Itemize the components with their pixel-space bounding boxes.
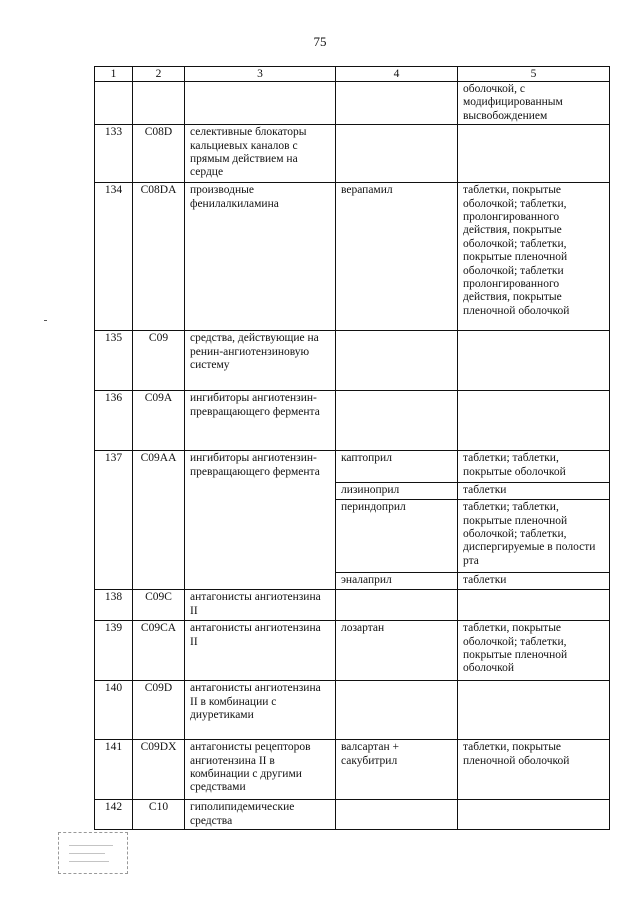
group-cell: антагонисты ангиотензина II [185, 590, 336, 621]
row-number-cell: 134 [95, 183, 133, 331]
row-number-cell: 141 [95, 740, 133, 800]
dosage-form-cell: оболочкой, с модифицированным высвобождением [458, 82, 610, 125]
dosage-form-cell [458, 391, 610, 451]
dosage-form-cell: таблетки [458, 573, 610, 590]
group-cell [185, 82, 336, 125]
row-number-cell: 135 [95, 331, 133, 391]
page-number: 75 [313, 34, 327, 49]
group-cell: селективные блокаторы кальциевых каналов с прямым действием на сердце [185, 125, 336, 183]
row-number-cell: 138 [95, 590, 133, 621]
dosage-form-cell: таблетки; таблетки, покрытые оболочкой [458, 451, 610, 483]
header-row [95, 67, 610, 82]
drug-name-cell: лизиноприл [336, 483, 458, 500]
atc-code-cell: C08DA [133, 183, 185, 331]
group-cell: ингибиторы ангиотензин-превращающего фермента [185, 451, 336, 590]
drug-name-cell: верапамил [336, 183, 458, 331]
drug-name-cell [336, 590, 458, 621]
column-header-3: 3 [185, 67, 336, 82]
drug-name-cell: каптоприл [336, 451, 458, 483]
row-number-cell: 139 [95, 621, 133, 681]
dosage-form-cell: таблетки, покрытые пленочной оболочкой [458, 740, 610, 800]
drug-name-cell: лозартан [336, 621, 458, 681]
drug-name-cell: валсартан + сакубитрил [336, 740, 458, 800]
atc-code-cell: C09A [133, 391, 185, 451]
drug-name-cell [336, 82, 458, 125]
group-cell: ингибиторы ангиотензин-превращающего фермента [185, 391, 336, 451]
table-row [95, 621, 610, 681]
drug-table [94, 66, 610, 830]
dosage-form-cell [458, 125, 610, 183]
atc-code-cell [133, 82, 185, 125]
column-header-1: 1 [95, 67, 133, 82]
atc-code-cell: C10 [133, 800, 185, 830]
drug-name-cell [336, 391, 458, 451]
column-header-5: 5 [458, 67, 610, 82]
atc-code-cell: C08D [133, 125, 185, 183]
group-cell: антагонисты ангиотензина II в комбинации с диуретиками [185, 681, 336, 740]
dosage-form-cell [458, 800, 610, 830]
dosage-form-cell [458, 331, 610, 391]
table-row [95, 681, 610, 740]
stamp-line [69, 845, 113, 846]
table-row [95, 391, 610, 451]
table-row [95, 740, 610, 800]
column-header-2: 2 [133, 67, 185, 82]
group-cell: гиполипидемические средства [185, 800, 336, 830]
drug-name-cell: периндоприл [336, 500, 458, 573]
drug-name-cell [336, 331, 458, 391]
row-number-cell: 136 [95, 391, 133, 451]
dosage-form-cell [458, 681, 610, 740]
table-row [95, 331, 610, 391]
dosage-form-cell [458, 590, 610, 621]
row-number-cell: 140 [95, 681, 133, 740]
table-row [95, 82, 610, 125]
atc-code-cell: C09C [133, 590, 185, 621]
drug-name-cell [336, 125, 458, 183]
row-number-cell [95, 82, 133, 125]
table-row [95, 183, 610, 331]
atc-code-cell: C09CA [133, 621, 185, 681]
dosage-form-cell: таблетки, покрытые оболочкой; таблетки, покрытые пленочной оболочкой [458, 621, 610, 681]
group-cell: средства, действующие на ренин-ангиотензиновую систему [185, 331, 336, 391]
atc-code-cell: C09D [133, 681, 185, 740]
dosage-form-cell: таблетки; таблетки, покрытые пленочной оболочкой; таблетки, диспергируемые в полости рта [458, 500, 610, 573]
margin-mark [44, 320, 47, 321]
drug-name-cell [336, 800, 458, 830]
group-cell: антагонисты ангиотензина II [185, 621, 336, 681]
row-number-cell: 142 [95, 800, 133, 830]
stamp-line [69, 861, 109, 862]
group-cell: производные фенилалкиламина [185, 183, 336, 331]
table-row [95, 590, 610, 621]
table-row [95, 800, 610, 830]
drug-name-cell: эналаприл [336, 573, 458, 590]
drug-name-cell [336, 681, 458, 740]
atc-code-cell: C09 [133, 331, 185, 391]
dosage-form-cell: таблетки, покрытые оболочкой; таблетки, пролонгированного действия, покрытые оболочкой; таблетки, покрытые пленочной оболочкой; таблетки пролонгированного действия, покрытые пленочной оболочкой [458, 183, 610, 331]
group-cell: антагонисты рецепторов ангиотензина II в комбинации с другими средствами [185, 740, 336, 800]
atc-code-cell: C09AA [133, 451, 185, 590]
table-row [95, 451, 610, 483]
stamp-line [69, 853, 105, 854]
dosage-form-cell: таблетки [458, 483, 610, 500]
atc-code-cell: C09DX [133, 740, 185, 800]
row-number-cell: 137 [95, 451, 133, 590]
row-number-cell: 133 [95, 125, 133, 183]
column-header-4: 4 [336, 67, 458, 82]
registration-stamp [58, 832, 128, 874]
table-row [95, 125, 610, 183]
